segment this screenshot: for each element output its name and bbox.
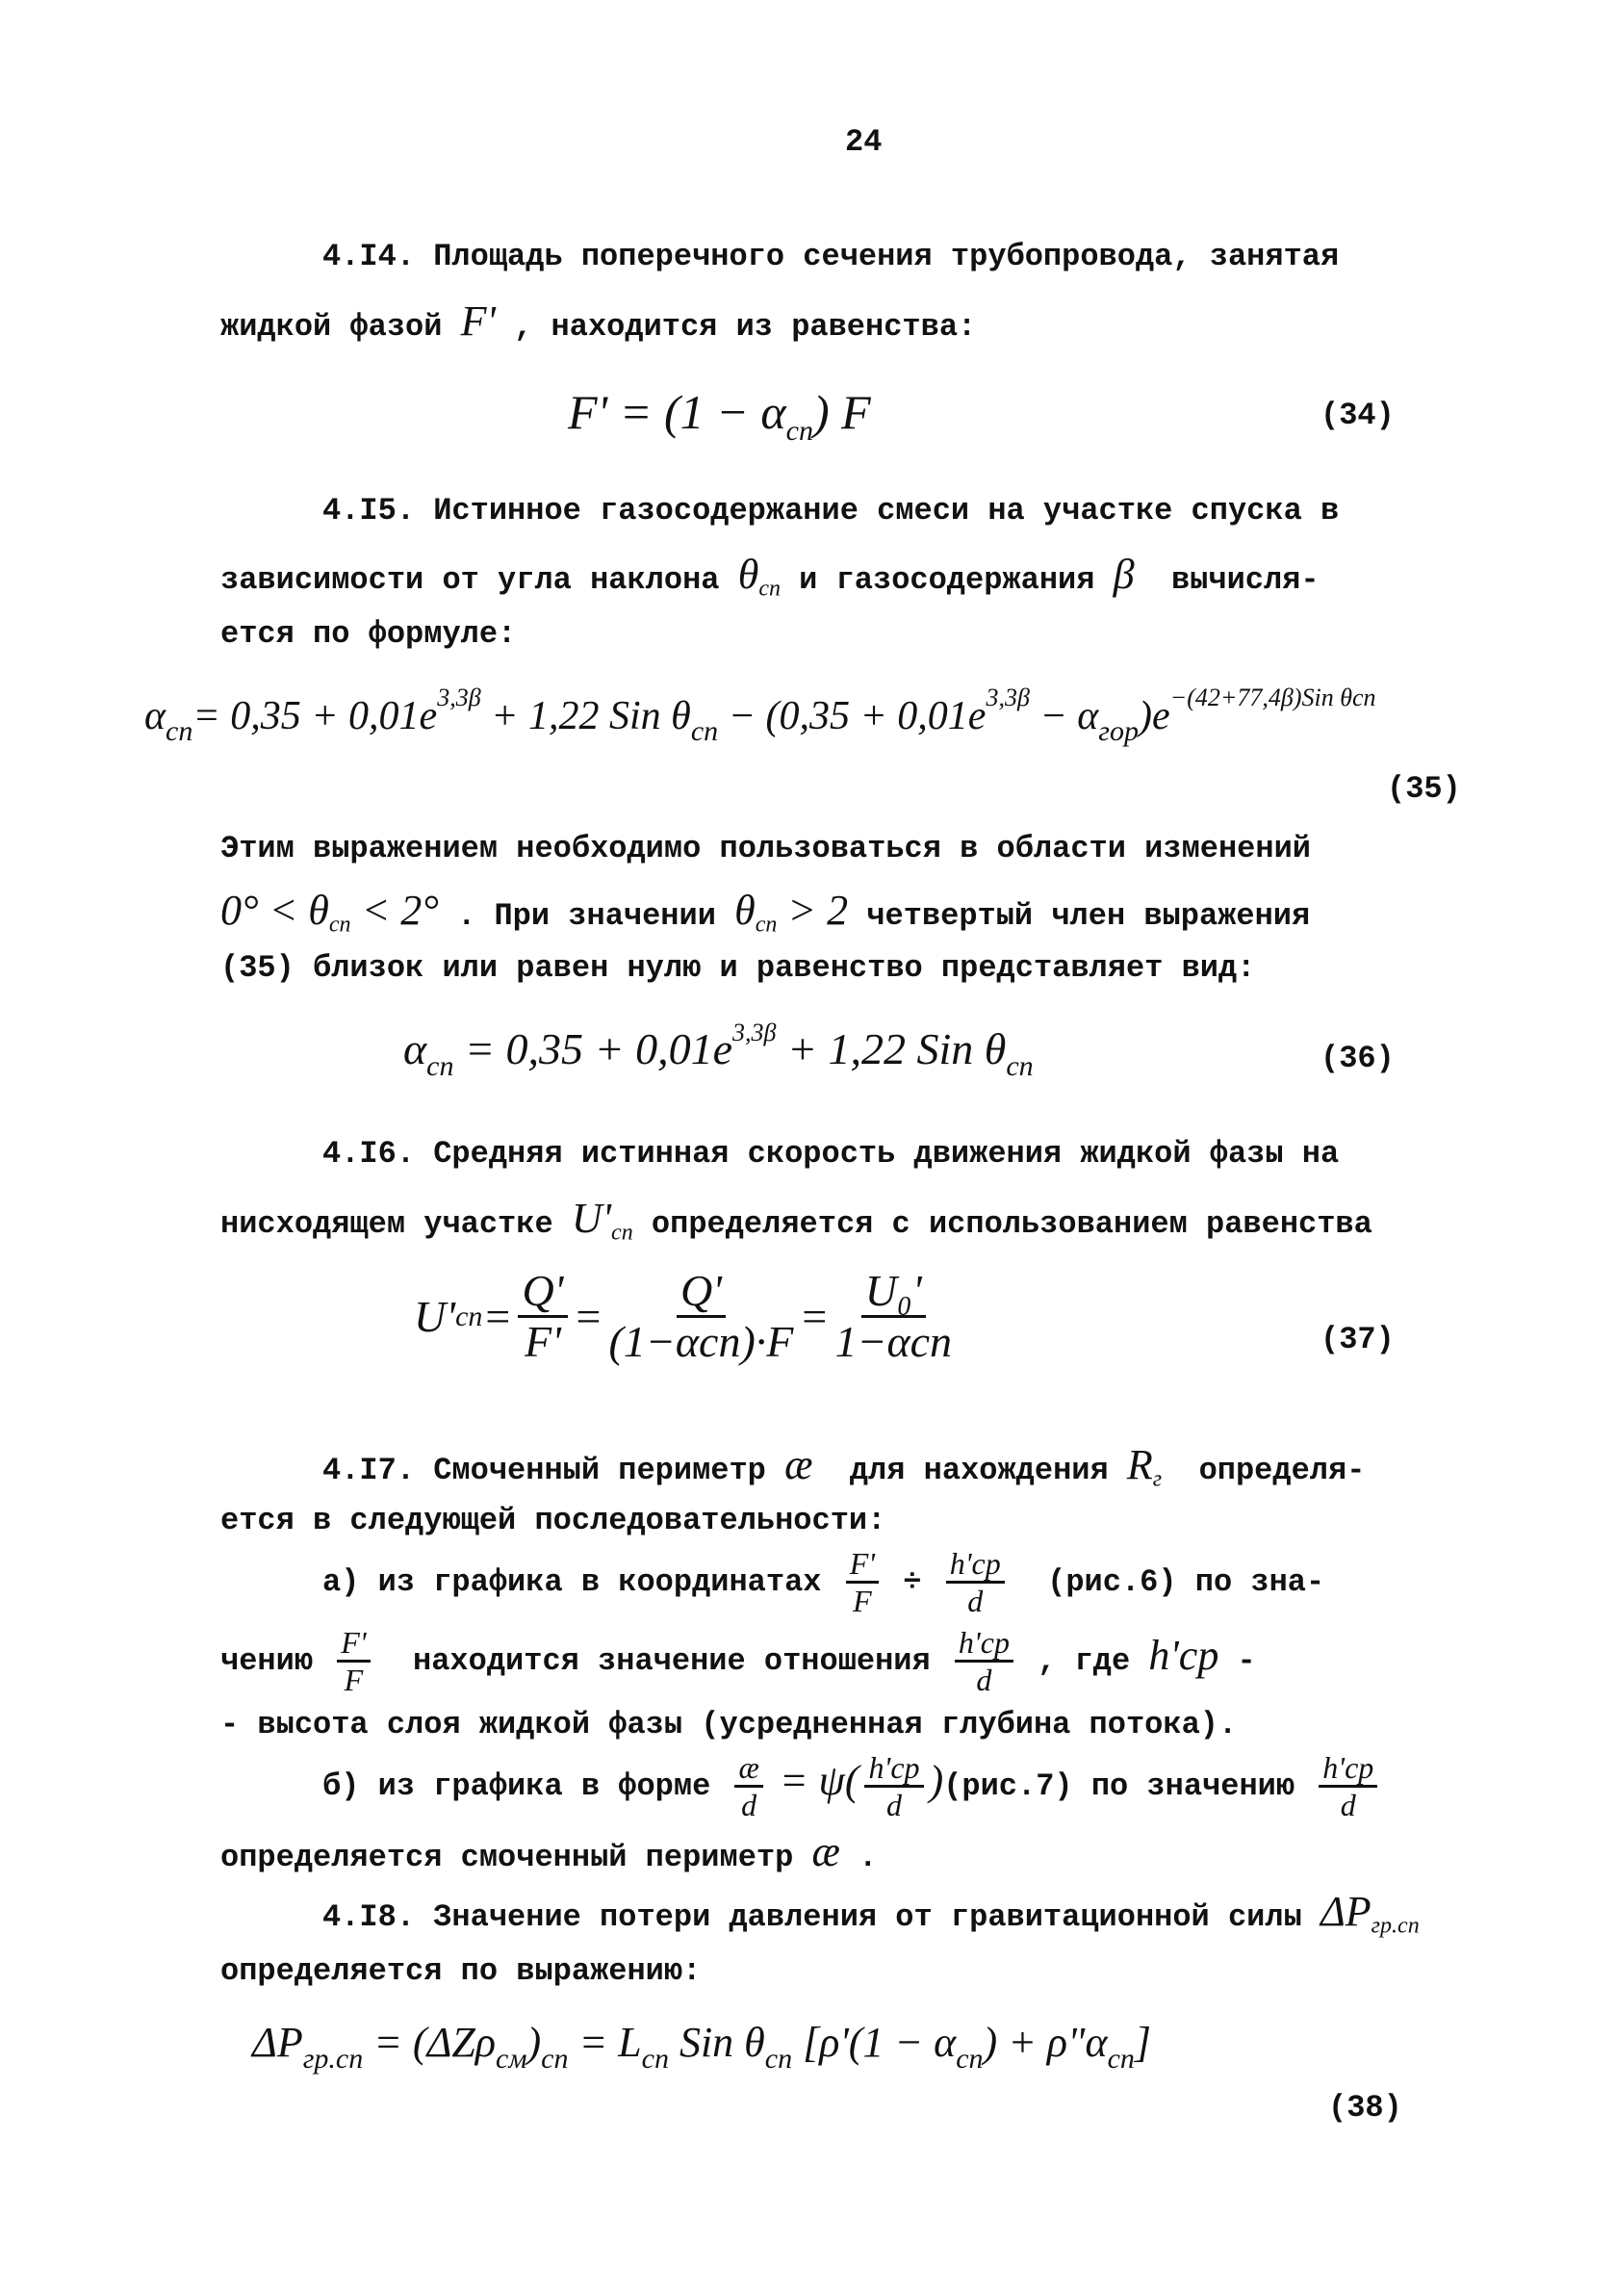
- sub: гр.сп: [1371, 1913, 1420, 1939]
- text: жидкой фазой: [220, 309, 461, 345]
- text: , где: [1018, 1643, 1149, 1679]
- text: . При значении: [438, 898, 735, 934]
- equation-number-38: (38): [1328, 2090, 1402, 2126]
- num: Q': [677, 1269, 726, 1318]
- fp: ) + ρ"α: [983, 2019, 1108, 2066]
- fraction: [955, 1625, 1013, 1698]
- den: d: [967, 1584, 984, 1619]
- fs: −(42+77,4β)Sin θсп: [1169, 684, 1376, 711]
- fp: = 0,35 + 0,01e: [453, 1024, 732, 1073]
- fp: α: [403, 1024, 427, 1073]
- text: определяется смоченный периметр: [220, 1840, 812, 1875]
- note-line3: (35) близок или равен нулю и равенство представляет вид:: [220, 950, 1256, 986]
- para-4-14-line1: 4.I4. Площадь поперечного сечения трубопровода, занятая: [322, 239, 1340, 274]
- sub: сп: [758, 576, 781, 602]
- fs: см: [496, 2043, 527, 2075]
- den: F: [344, 1663, 364, 1698]
- fs: сп: [426, 1050, 454, 1082]
- text: четвертый член выражения: [848, 898, 1311, 934]
- den: F: [853, 1584, 872, 1619]
- text: б) из графика в форме: [322, 1768, 730, 1804]
- fp: ): [526, 2019, 542, 2066]
- den: d: [886, 1788, 902, 1823]
- sym: U': [571, 1195, 612, 1242]
- formula-36: [403, 1020, 1034, 1081]
- text: вычисля-: [1134, 562, 1320, 598]
- sym: = ψ(: [768, 1757, 859, 1804]
- sub: г: [1152, 1466, 1163, 1492]
- num: h'ср: [955, 1627, 1013, 1663]
- para-4-15-line3: ется по формуле:: [220, 616, 517, 652]
- fraction: [734, 1750, 762, 1823]
- sub: сп: [611, 1220, 633, 1246]
- sub: сп: [755, 912, 778, 938]
- fp: = L: [568, 2019, 642, 2066]
- para-4-15-line1: 4.I5. Истинное газосодержание смеси на участке спуска в: [322, 493, 1340, 529]
- para-4-17-a: [322, 1546, 1324, 1619]
- formula-35: [144, 685, 1376, 746]
- fp: − α: [1029, 694, 1099, 738]
- para-4-17-c: - высота слоя жидкой фазы (усредненная глубина потока).: [220, 1707, 1238, 1742]
- text: .: [839, 1840, 878, 1875]
- text: 4.I8. Значение потери давления от гравитационной силы: [322, 1899, 1320, 1935]
- fp: α: [144, 694, 167, 738]
- num: h'ср: [864, 1752, 923, 1788]
- fs: сп: [541, 2043, 569, 2075]
- text: 4.I7. Смоченный периметр: [322, 1453, 785, 1488]
- fraction: [846, 1546, 879, 1619]
- fs: гор: [1098, 715, 1140, 747]
- fs: сп: [455, 1300, 483, 1332]
- fs: сп: [166, 715, 193, 747]
- equation-number-35: (35): [1387, 771, 1461, 807]
- sym: < 2°: [350, 887, 439, 934]
- text: ÷: [884, 1564, 940, 1600]
- equation-number-36: (36): [1320, 1041, 1395, 1076]
- fp: ]: [1134, 2019, 1152, 2066]
- fs: сп: [641, 2043, 669, 2075]
- formula-part: ) F: [812, 385, 871, 439]
- text: (рис.7) по значению: [943, 1768, 1314, 1804]
- formula-part: F' = (1 − α: [568, 385, 786, 439]
- text: зависимости от угла наклона: [220, 562, 738, 598]
- fp: U': [414, 1291, 456, 1341]
- text: -: [1218, 1643, 1256, 1679]
- para-4-15-line2: [220, 551, 1320, 602]
- fs: 3,3β: [437, 684, 481, 711]
- para-4-17-e: [220, 1828, 878, 1877]
- fp: )e: [1139, 694, 1170, 738]
- fp: ΔP: [252, 2019, 303, 2066]
- fraction: [834, 1266, 953, 1366]
- equation-number-34: (34): [1320, 398, 1395, 433]
- fp: Sin θ: [668, 2019, 765, 2066]
- den: (1−αсп)·F: [608, 1317, 794, 1366]
- fp: − (0,35 + 0,01e: [718, 694, 987, 738]
- text: (рис.6) по зна-: [1010, 1564, 1325, 1600]
- den: F': [525, 1317, 561, 1366]
- num: h'ср: [946, 1548, 1005, 1584]
- text: для нахождения: [812, 1453, 1127, 1488]
- para-4-16-line2: [220, 1195, 1372, 1246]
- sym: 0° < θ: [220, 887, 329, 934]
- para-4-17-d: [322, 1750, 1383, 1823]
- fp: =: [482, 1291, 513, 1341]
- den: d: [1340, 1788, 1356, 1823]
- num: Q': [518, 1269, 567, 1318]
- num: F': [337, 1627, 370, 1663]
- text: находится значение отношения: [375, 1643, 949, 1679]
- fp: [ρ'(1 − α: [792, 2019, 957, 2066]
- text: определя-: [1162, 1453, 1366, 1488]
- note-line2: [220, 887, 1311, 938]
- num: æ: [734, 1752, 762, 1788]
- para-4-17-line1: [322, 1441, 1366, 1492]
- fraction: [1319, 1750, 1377, 1823]
- den: d: [976, 1663, 992, 1698]
- fraction: [946, 1546, 1005, 1619]
- fs: 3,3β: [986, 684, 1030, 711]
- text: , находится из равенства:: [495, 309, 977, 345]
- fp: + 1,22 Sin θ: [480, 694, 691, 738]
- equation-number-37: (37): [1320, 1322, 1395, 1357]
- symbol-f-prime: F': [460, 297, 496, 345]
- sym: æ: [784, 1441, 813, 1488]
- formula-sub: сп: [785, 415, 813, 447]
- text: и газосодержания: [780, 562, 1114, 598]
- sym: R: [1126, 1441, 1153, 1488]
- fp: + 1,22 Sin θ: [776, 1024, 1007, 1073]
- fp: = 0,35 + 0,01e: [192, 694, 438, 738]
- para-4-14-line2: [220, 297, 977, 347]
- fraction: [608, 1266, 794, 1366]
- text: чению: [220, 1643, 332, 1679]
- sym: h'ср: [1148, 1632, 1219, 1679]
- num: F': [846, 1548, 879, 1584]
- fs: сп: [764, 2043, 793, 2075]
- fraction: [518, 1266, 567, 1366]
- sym: θ: [734, 887, 756, 934]
- sym: > 2: [777, 887, 849, 934]
- fraction: [337, 1625, 370, 1698]
- note-line1: Этим выражением необходимо пользоваться в области изменений: [220, 831, 1311, 866]
- fp: = (ΔZρ: [363, 2019, 496, 2066]
- num: h'ср: [1319, 1752, 1377, 1788]
- formula-34: [568, 383, 871, 446]
- para-4-17-line2: ется в следующей последовательности:: [220, 1503, 886, 1538]
- para-4-16-line1: 4.I6. Средняя истинная скорость движения жидкой фазы на: [322, 1136, 1340, 1172]
- para-4-17-b: [220, 1625, 1256, 1698]
- den: 1−αсп: [834, 1317, 953, 1366]
- den: d: [741, 1788, 757, 1823]
- para-4-18-line1: [322, 1888, 1420, 1939]
- fs: гр.сп: [302, 2043, 364, 2075]
- symbol-theta: θ: [737, 551, 759, 598]
- fs: сп: [956, 2043, 984, 2075]
- fp: =: [573, 1291, 603, 1341]
- sym: ): [929, 1757, 944, 1804]
- num: U₀': [861, 1269, 926, 1318]
- formula-37: [414, 1266, 958, 1366]
- fraction: [864, 1750, 923, 1823]
- text: нисходящем участке: [220, 1206, 572, 1242]
- sym: ΔP: [1320, 1888, 1371, 1935]
- fs: сп: [1107, 2043, 1135, 2075]
- page-number: 24: [845, 124, 883, 160]
- fs: сп: [690, 715, 719, 747]
- fs: 3,3β: [731, 1019, 777, 1046]
- text: а) из графика в координатах: [322, 1564, 840, 1600]
- sub: сп: [328, 912, 351, 938]
- para-4-18-line2: определяется по выражению:: [220, 1953, 702, 1989]
- symbol-beta: β: [1113, 551, 1135, 598]
- fs: сп: [1006, 1050, 1034, 1082]
- formula-38: [252, 2014, 1151, 2074]
- fp: =: [799, 1291, 830, 1341]
- text: определяется с использованием равенства: [632, 1206, 1372, 1242]
- sym: æ: [811, 1828, 840, 1875]
